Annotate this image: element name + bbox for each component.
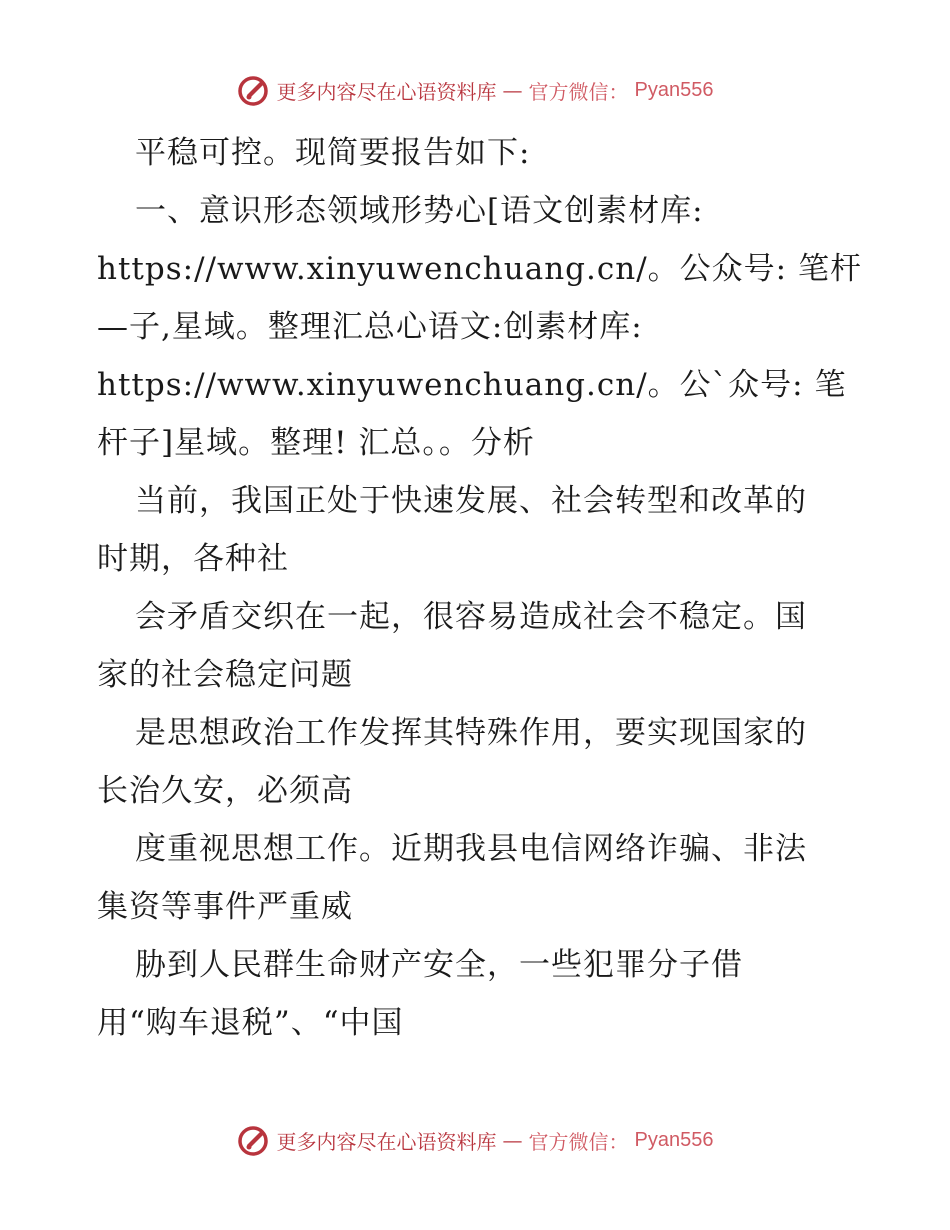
watermark-wechat-label: 官方微信： (528, 79, 629, 104)
text-line: 胁到人民群生命财产安全，一些犯罪分子借 (135, 947, 743, 983)
watermark-wechat-label: 官方微信： (528, 1129, 629, 1154)
text-line: 时期，各种社 (97, 541, 289, 577)
text-line: 杆子]星域。整理! 汇总。。分析 (97, 425, 535, 461)
text-line: 家的社会稳定问题 (97, 657, 353, 693)
watermark-site-text: 更多内容尽在心语资料库 (276, 1129, 497, 1154)
text-line: 平稳可控。现简要报告如下: (135, 135, 531, 171)
watermark-separator: — (502, 78, 523, 102)
text-line: https://www.xinyuwenchuang.cn/。公众号: 笔杆 (97, 251, 862, 287)
text-line: 当前，我国正处于快速发展、社会转型和改革的 (135, 483, 807, 519)
text-line: 是思想政治工作发挥其特殊作用，要实现国家的 (135, 715, 807, 751)
text-line: 度重视思想工作。近期我县电信网络诈骗、非法 (135, 831, 807, 867)
text-line: 用“购车退税”、“中国 (97, 1005, 404, 1041)
brush-seal-logo-icon (237, 73, 271, 107)
header-watermark (0, 70, 950, 110)
text-line: https://www.xinyuwenchuang.cn/。公`众号: 笔 (97, 367, 847, 403)
footer-watermark (0, 1120, 950, 1160)
document-body (97, 124, 877, 1052)
watermark-separator: — (502, 1128, 523, 1152)
text-line: 长治久安，必须高 (97, 773, 353, 809)
watermark-wechat-id: Pyan556 (634, 1128, 714, 1151)
text-line: 会矛盾交织在一起，很容易造成社会不稳定。国 (135, 599, 807, 635)
text-line: 集资等事件严重威 (97, 889, 353, 925)
text-line: —子,星域。整理汇总心语文:创素材库: (97, 309, 643, 345)
text-line: 一、意识形态领域形势心[语文创素材库: (135, 193, 704, 229)
brush-seal-logo-icon (237, 1123, 271, 1157)
watermark-wechat-id: Pyan556 (634, 78, 714, 101)
watermark-site-text: 更多内容尽在心语资料库 (276, 79, 497, 104)
